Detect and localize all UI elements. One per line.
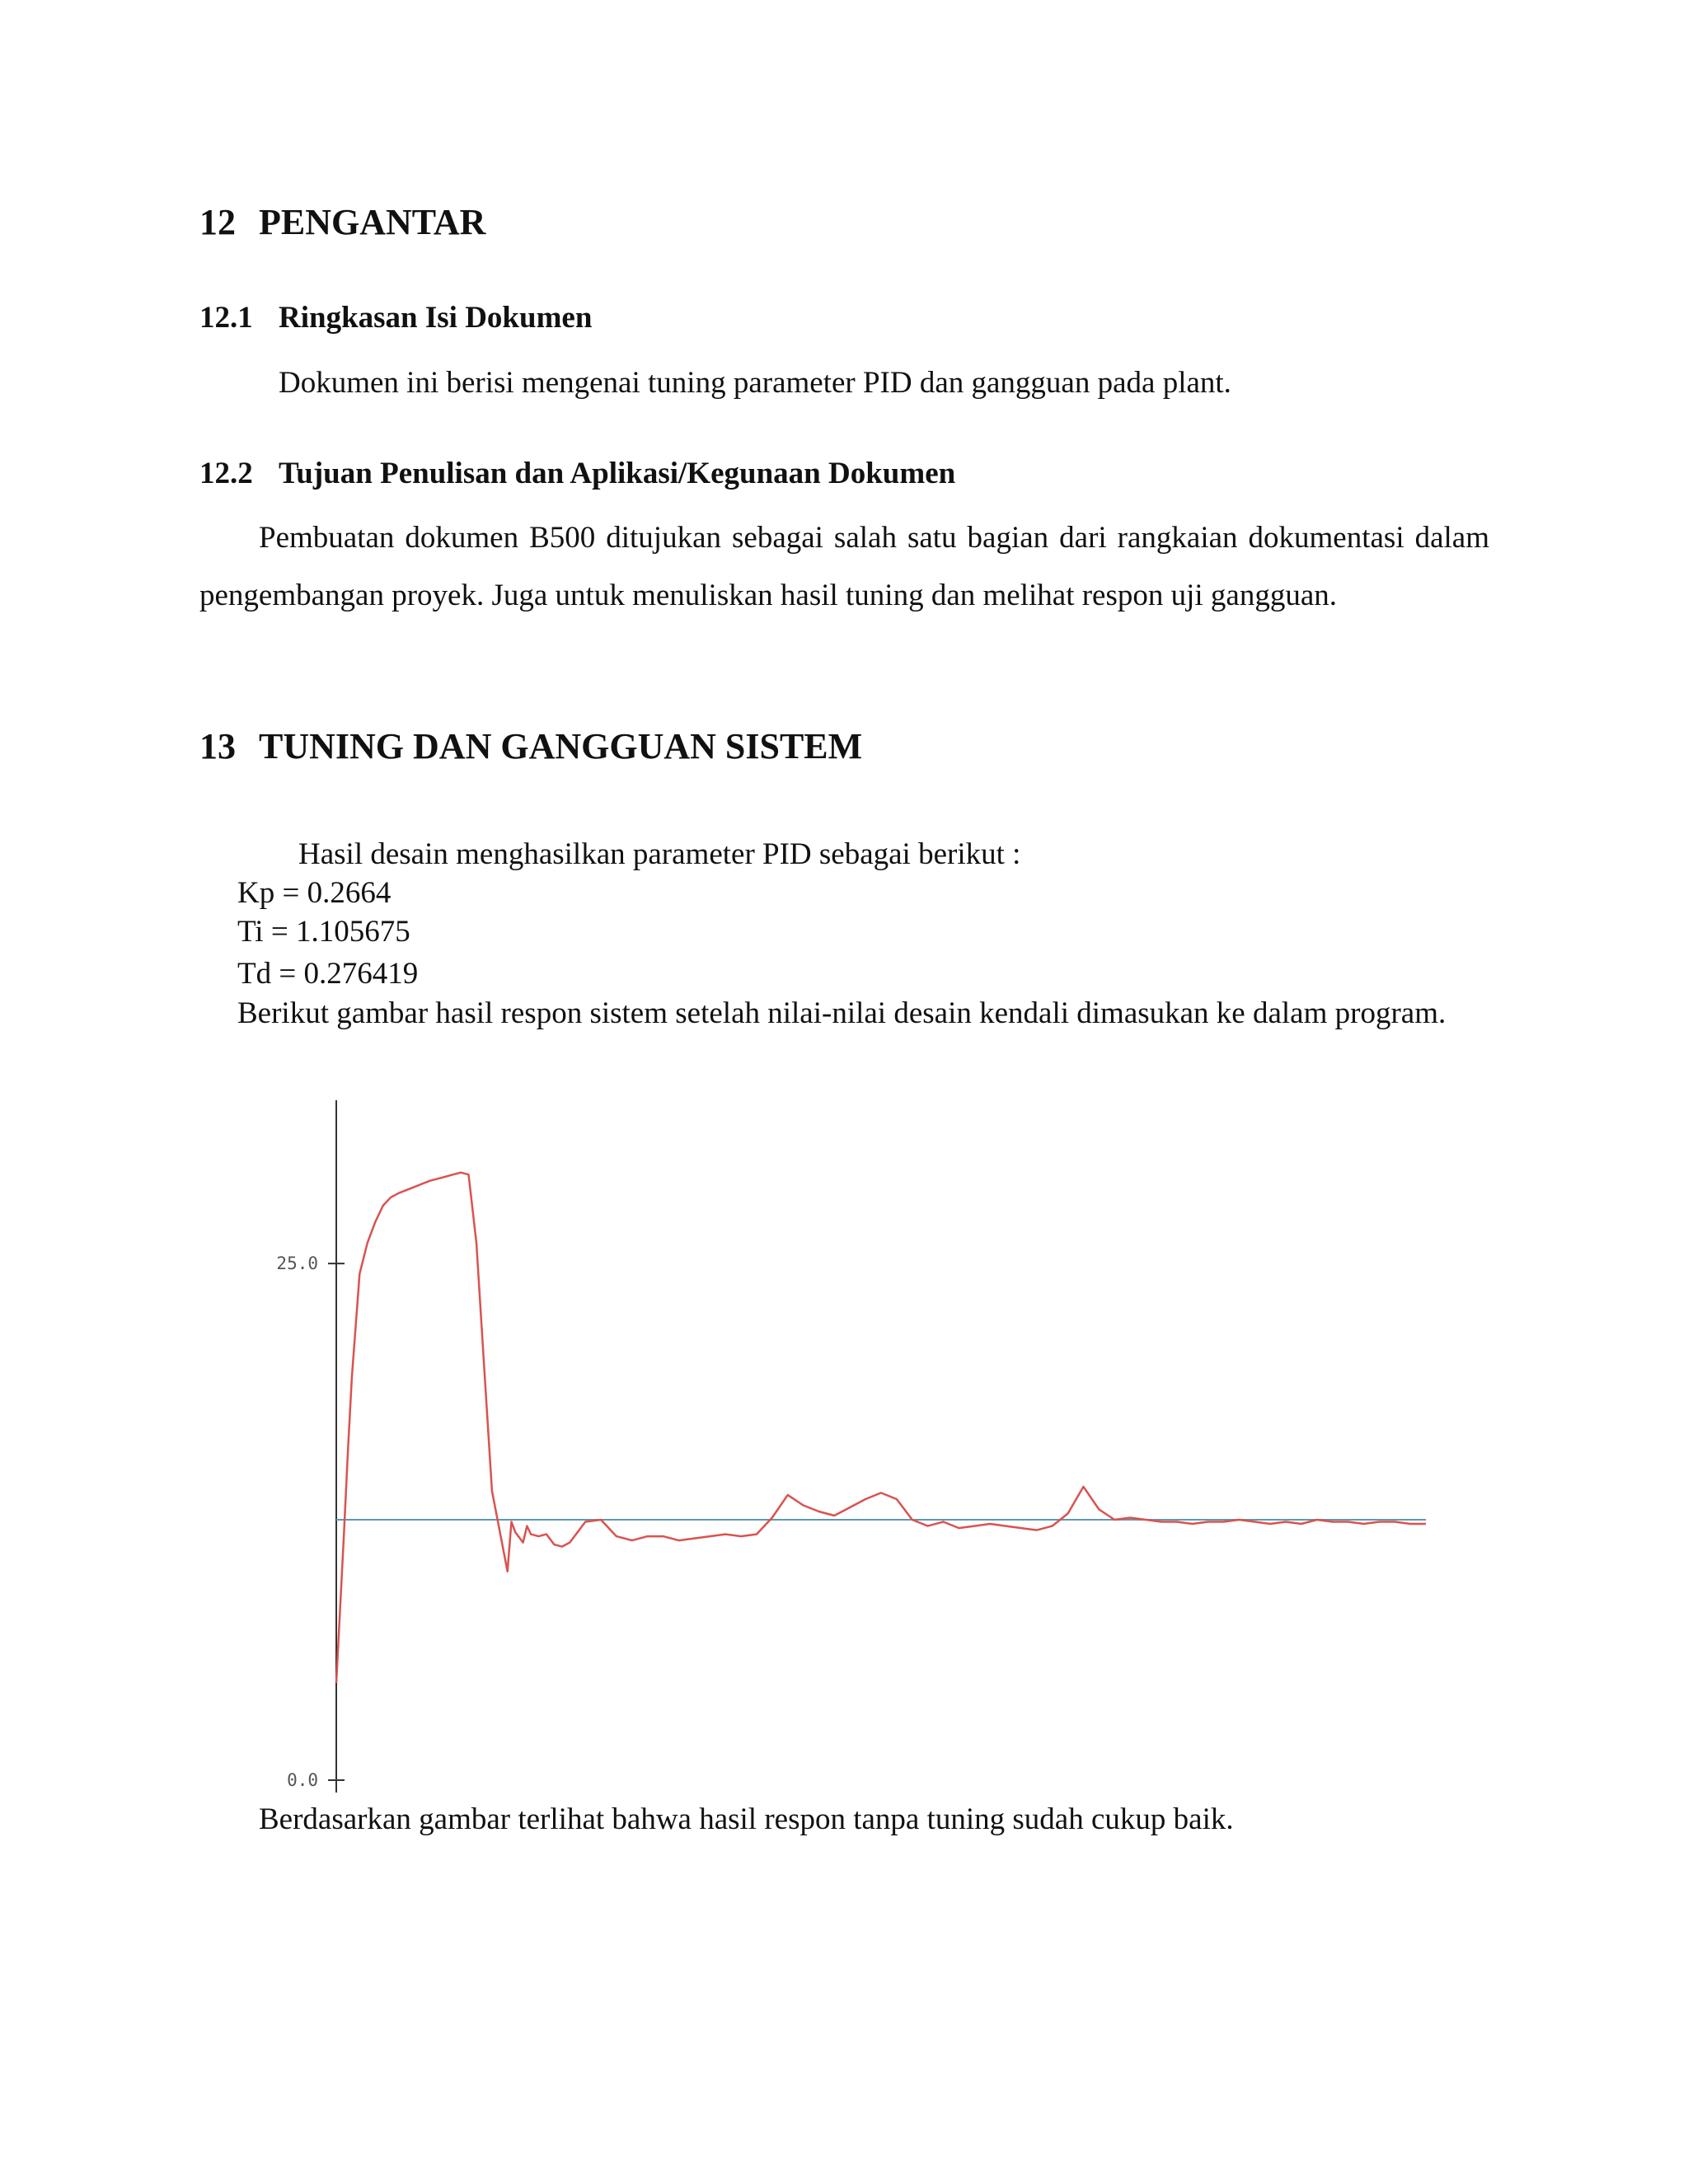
subsection-number: 12.1 xyxy=(199,301,253,335)
param-kp: Kp = 0.2664 xyxy=(237,876,392,910)
response-series-line xyxy=(336,1173,1426,1683)
subsection-12-2-text: Pembuatan dokumen B500 ditujukan sebagai salah satu bagian dari rangkaian dokumentasi dalam pengembangan proyek. Juga untuk menuliskan hasil tuning dan melihat respon uji gangguan. xyxy=(199,521,1489,612)
response-chart-svg xyxy=(247,1100,1451,1805)
subsection-12-2-heading xyxy=(199,456,955,492)
param-ti: Ti = 1.105675 xyxy=(237,915,410,949)
param-td: Td = 0.276419 xyxy=(237,957,419,991)
y-tick-label: 25.0 xyxy=(276,1254,318,1274)
subsection-title: Tujuan Penulisan dan Aplikasi/Kegunaan Dokumen xyxy=(279,457,956,490)
subsection-title: Ringkasan Isi Dokumen xyxy=(279,301,593,335)
y-tick-label: 0.0 xyxy=(287,1770,318,1790)
section-title: TUNING DAN GANGGUAN SISTEM xyxy=(259,726,863,766)
subsection-12-1-text: Dokumen ini berisi mengenai tuning parameter PID dan gangguan pada plant. xyxy=(279,366,1231,400)
section-13-heading xyxy=(199,725,862,768)
response-chart xyxy=(247,1100,1451,1805)
pid-intro-text: Hasil desain menghasilkan parameter PID sebagai berikut : xyxy=(298,837,1021,871)
section-number: 13 xyxy=(199,726,236,766)
conclusion-text: Berdasarkan gambar terlihat bahwa hasil respon tanpa tuning sudah cukup baik. xyxy=(259,1802,1234,1836)
subsection-12-1-heading xyxy=(199,300,592,336)
section-number: 12 xyxy=(199,202,236,242)
figure-intro-text: Berikut gambar hasil respon sistem setelah nilai-nilai desain kendali dimasukan ke dalam program. xyxy=(237,996,1447,1030)
subsection-number: 12.2 xyxy=(199,457,253,490)
section-12-heading xyxy=(199,201,485,244)
section-title: PENGANTAR xyxy=(259,202,486,242)
